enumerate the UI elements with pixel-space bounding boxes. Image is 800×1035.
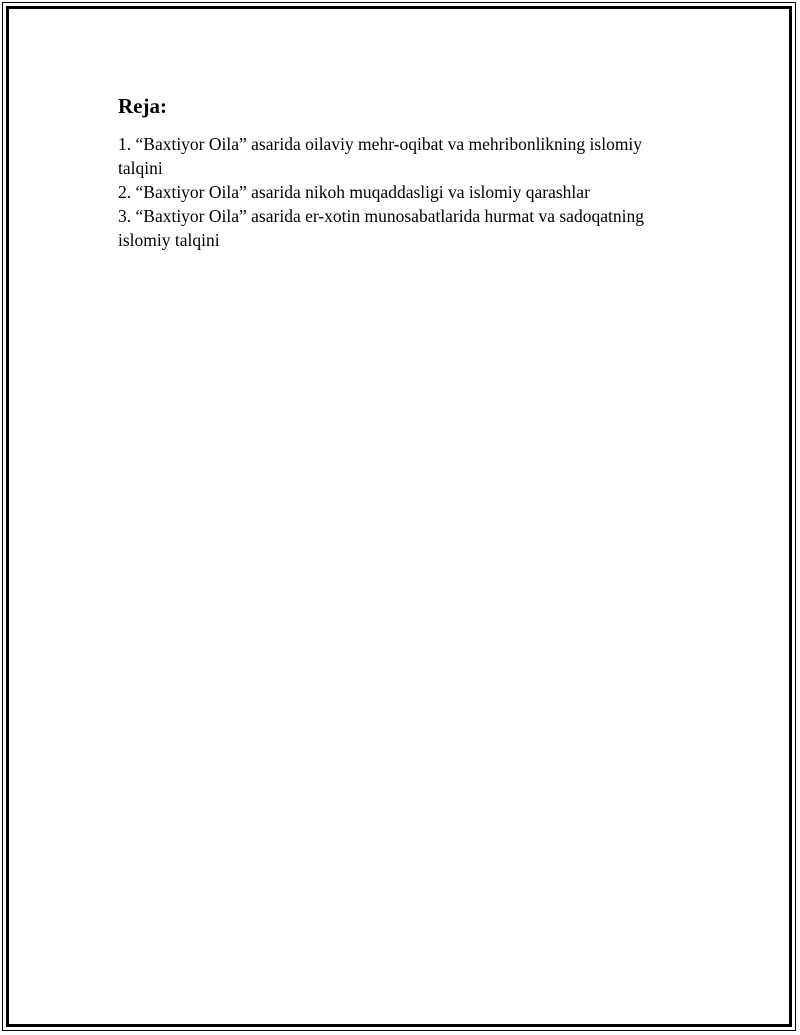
document-content xyxy=(118,92,678,252)
plan-list xyxy=(118,132,678,252)
plan-heading: Reja: xyxy=(118,94,167,118)
plan-item-2: 2. “Baxtiyor Oila” asarida nikoh muqaddasligi va islomiy qarashlar xyxy=(118,182,590,202)
plan-item-3: 3. “Baxtiyor Oila” asarida er-xotin munosabatlarida hurmat va sadoqatning islomiy talqini xyxy=(118,206,644,250)
plan-item-1: 1. “Baxtiyor Oila” asarida oilaviy mehr-oqibat va mehribonlikning islomiy talqini xyxy=(118,134,643,178)
